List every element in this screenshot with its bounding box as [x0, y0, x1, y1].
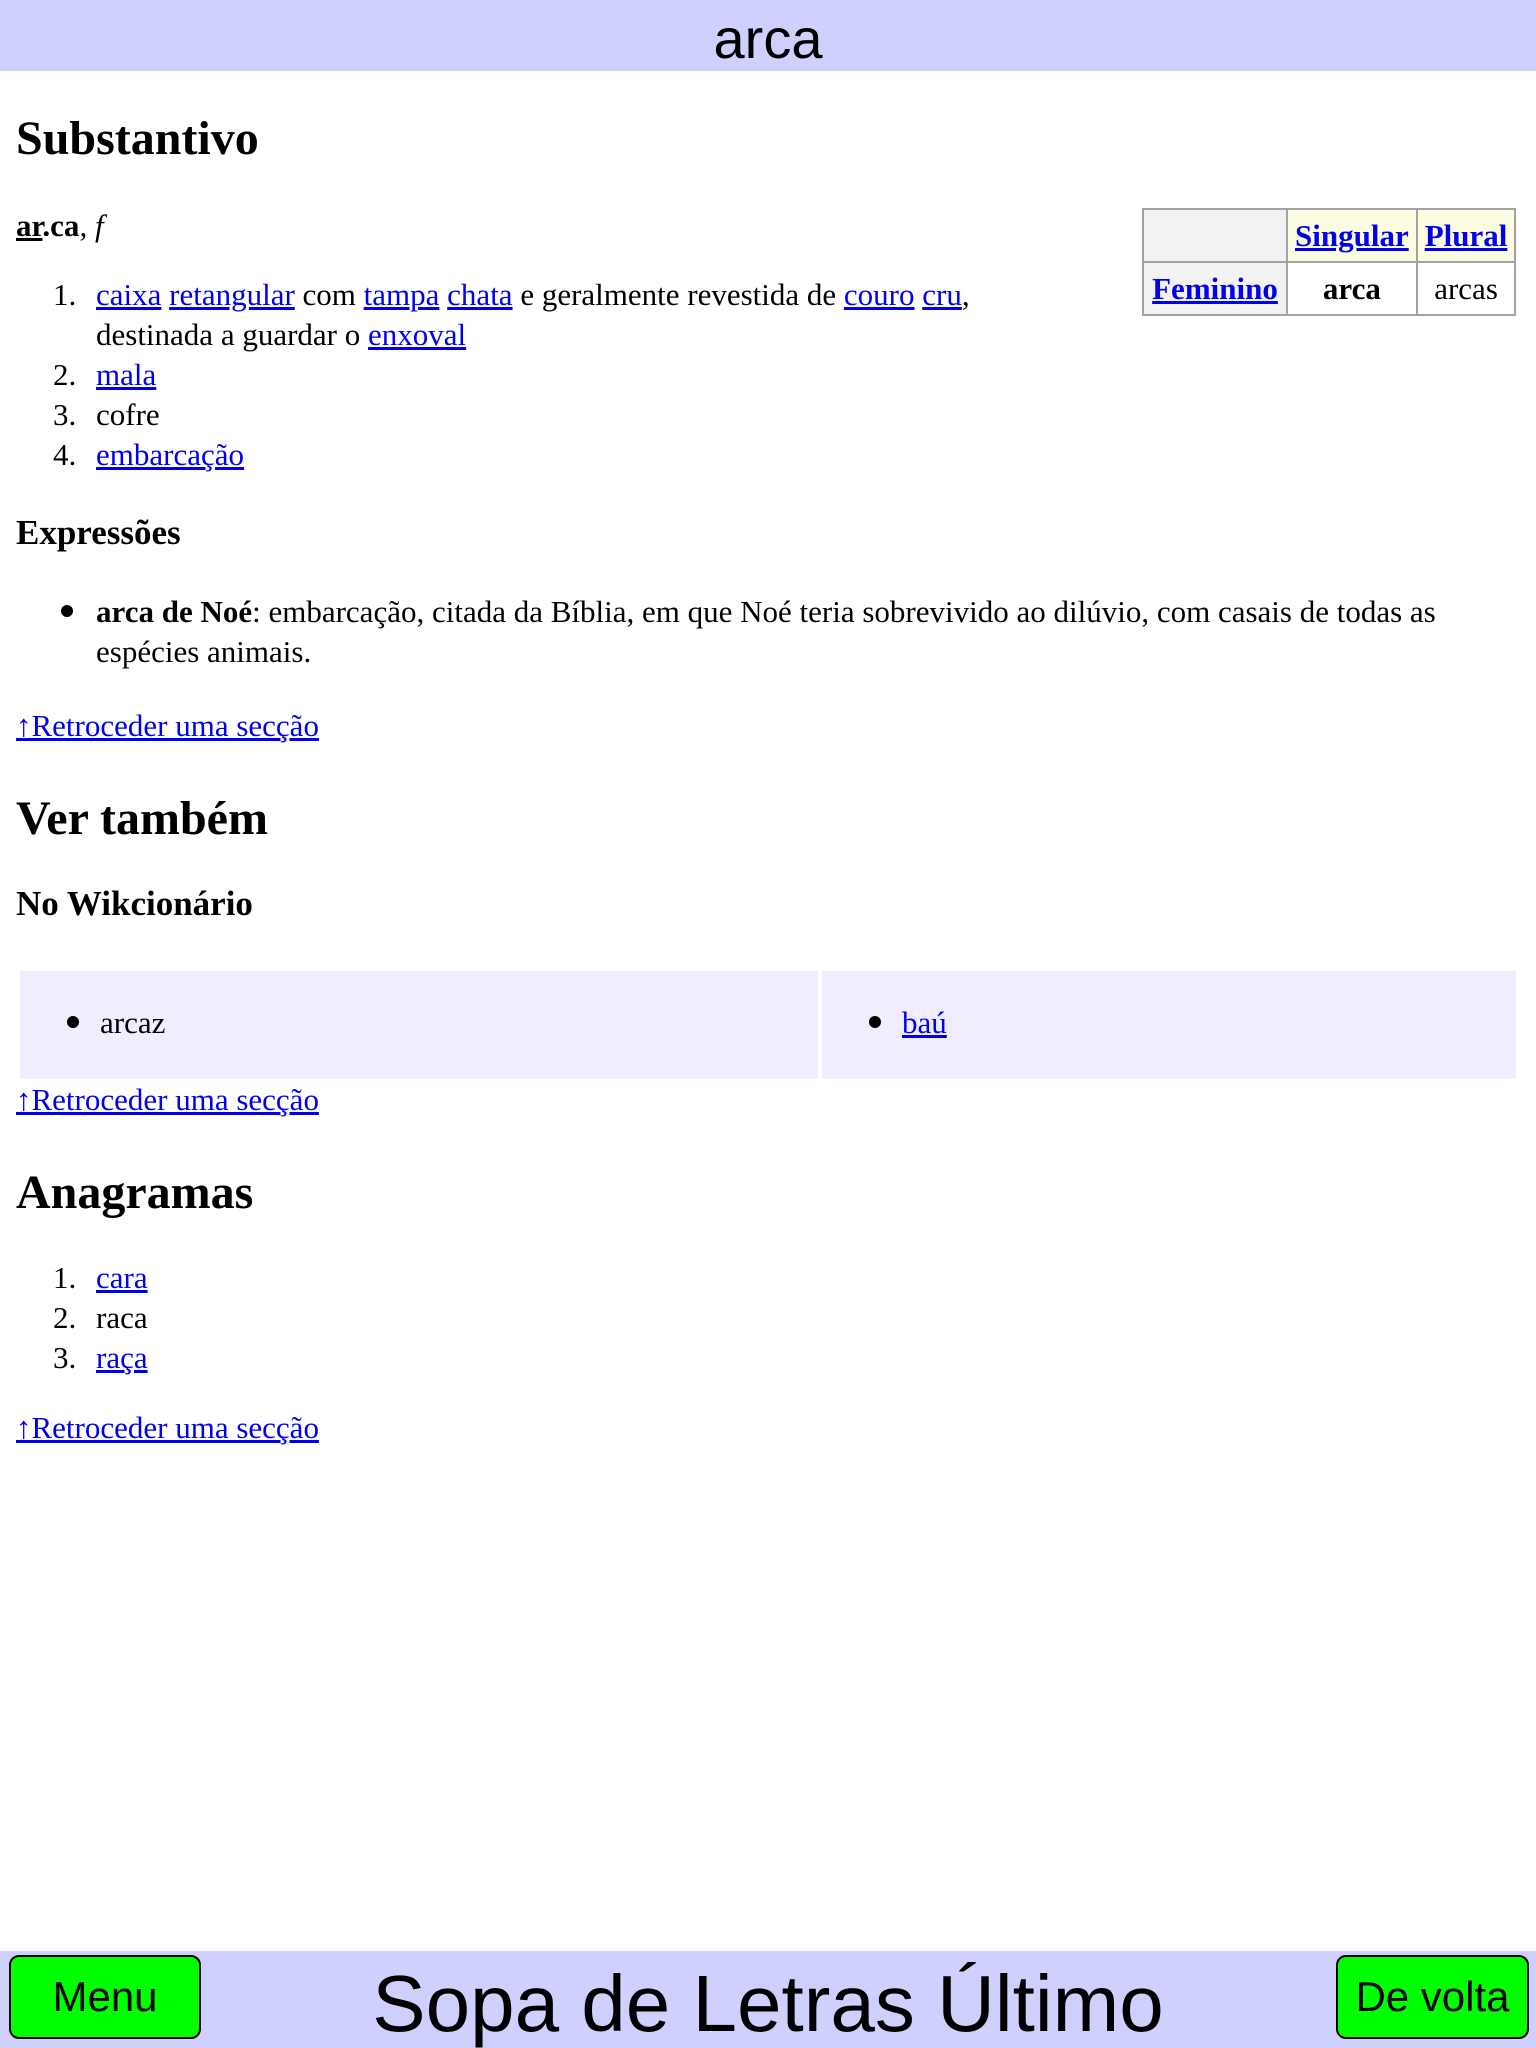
link-cru[interactable]: cru: [922, 277, 962, 312]
expression-term: arca de Noé: [96, 594, 253, 629]
list-number: 2.: [53, 1300, 77, 1335]
top-bar: [0, 0, 1536, 71]
app-title: Sopa de Letras Último: [372, 1958, 1164, 2048]
list-number: 3.: [53, 1340, 77, 1375]
heading-substantivo: Substantivo: [16, 112, 259, 165]
definition-item: [16, 395, 1016, 435]
inflection-table: [1142, 208, 1516, 316]
link-raca-cedilla[interactable]: raça: [96, 1340, 148, 1375]
see-also-table: [20, 971, 1520, 1081]
table-row-header: [1143, 262, 1287, 315]
anagram-list: [16, 1258, 148, 1378]
def-text: e geralmente revestida de: [520, 277, 837, 312]
see-also-column-left: [20, 971, 818, 1079]
link-caixa[interactable]: caixa: [96, 277, 162, 312]
heading-no-wikcionario: No Wikcionário: [16, 884, 253, 923]
heading-expressoes: Expressões: [16, 513, 181, 552]
list-number: 2.: [53, 357, 77, 392]
list-number: 4.: [53, 437, 77, 472]
def-text: destinada a guardar o: [96, 317, 361, 352]
plural-form: arcas: [1417, 262, 1516, 315]
back-section-link[interactable]: ↑Retroceder uma secção: [16, 1410, 319, 1445]
link-tampa[interactable]: tampa: [363, 277, 440, 312]
expression-definition: : embarcação, citada da Bíblia, em que Noé teria sobrevivido ao dilúvio, com casais de todas as espécies animais.: [96, 594, 1436, 669]
feminino-link[interactable]: Feminino: [1152, 270, 1278, 306]
expression-item: [16, 592, 1516, 672]
list-number: 1.: [53, 1260, 77, 1295]
table-header-singular: [1287, 209, 1417, 262]
see-also-arcaz: arcaz: [100, 1005, 166, 1040]
list-number: 3.: [53, 397, 77, 432]
table-corner: [1143, 209, 1287, 262]
link-mala[interactable]: mala: [96, 357, 157, 392]
link-cara[interactable]: cara: [96, 1260, 148, 1295]
menu-button[interactable]: Menu: [9, 1955, 201, 2039]
link-bau[interactable]: baú: [902, 1005, 947, 1040]
list-item: [902, 1003, 947, 1043]
anagram-item: [16, 1258, 148, 1298]
list-number: 1.: [53, 277, 77, 312]
table-header-plural: [1417, 209, 1516, 262]
headword-comma: ,: [79, 208, 88, 243]
bullet-icon: [67, 1016, 79, 1028]
link-couro[interactable]: couro: [843, 277, 915, 312]
definition-item: [16, 275, 1016, 355]
singular-form-text: arca: [1322, 270, 1381, 306]
def-text: com: [302, 277, 356, 312]
gender-label: f: [94, 208, 104, 243]
plural-link[interactable]: Plural: [1424, 217, 1508, 253]
back-section-link[interactable]: ↑Retroceder uma secção: [16, 1082, 319, 1117]
def-text: ,: [961, 277, 970, 312]
heading-anagramas: Anagramas: [16, 1166, 254, 1219]
headword-line: [16, 206, 104, 246]
bottom-bar: [0, 1951, 1536, 2048]
page-title: arca: [713, 6, 823, 70]
anagram-item: [16, 1338, 148, 1378]
link-chata[interactable]: chata: [447, 277, 513, 312]
singular-form: [1287, 262, 1417, 315]
link-enxoval[interactable]: enxoval: [368, 317, 467, 352]
heading-ver-tambem: Ver também: [16, 792, 268, 845]
anagram-raca: raca: [96, 1300, 148, 1335]
definition-item: [16, 355, 1016, 395]
expression-list: [16, 592, 1516, 672]
singular-link[interactable]: Singular: [1295, 217, 1409, 253]
definition-list: [16, 275, 1016, 475]
see-also-column-right: [822, 971, 1516, 1079]
def-text: cofre: [96, 397, 160, 432]
list-item: [100, 1003, 165, 1043]
headword-rest: .ca: [42, 208, 80, 243]
back-button[interactable]: De volta: [1336, 1955, 1529, 2039]
headword-syllable-link[interactable]: ar: [16, 208, 43, 243]
bullet-icon: [869, 1016, 881, 1028]
bullet-icon: [61, 605, 73, 617]
link-embarcacao[interactable]: embarcação: [96, 437, 244, 472]
link-retangular[interactable]: retangular: [169, 277, 295, 312]
definition-item: [16, 435, 1016, 475]
back-section-link[interactable]: ↑Retroceder uma secção: [16, 708, 319, 743]
anagram-item: [16, 1298, 148, 1338]
